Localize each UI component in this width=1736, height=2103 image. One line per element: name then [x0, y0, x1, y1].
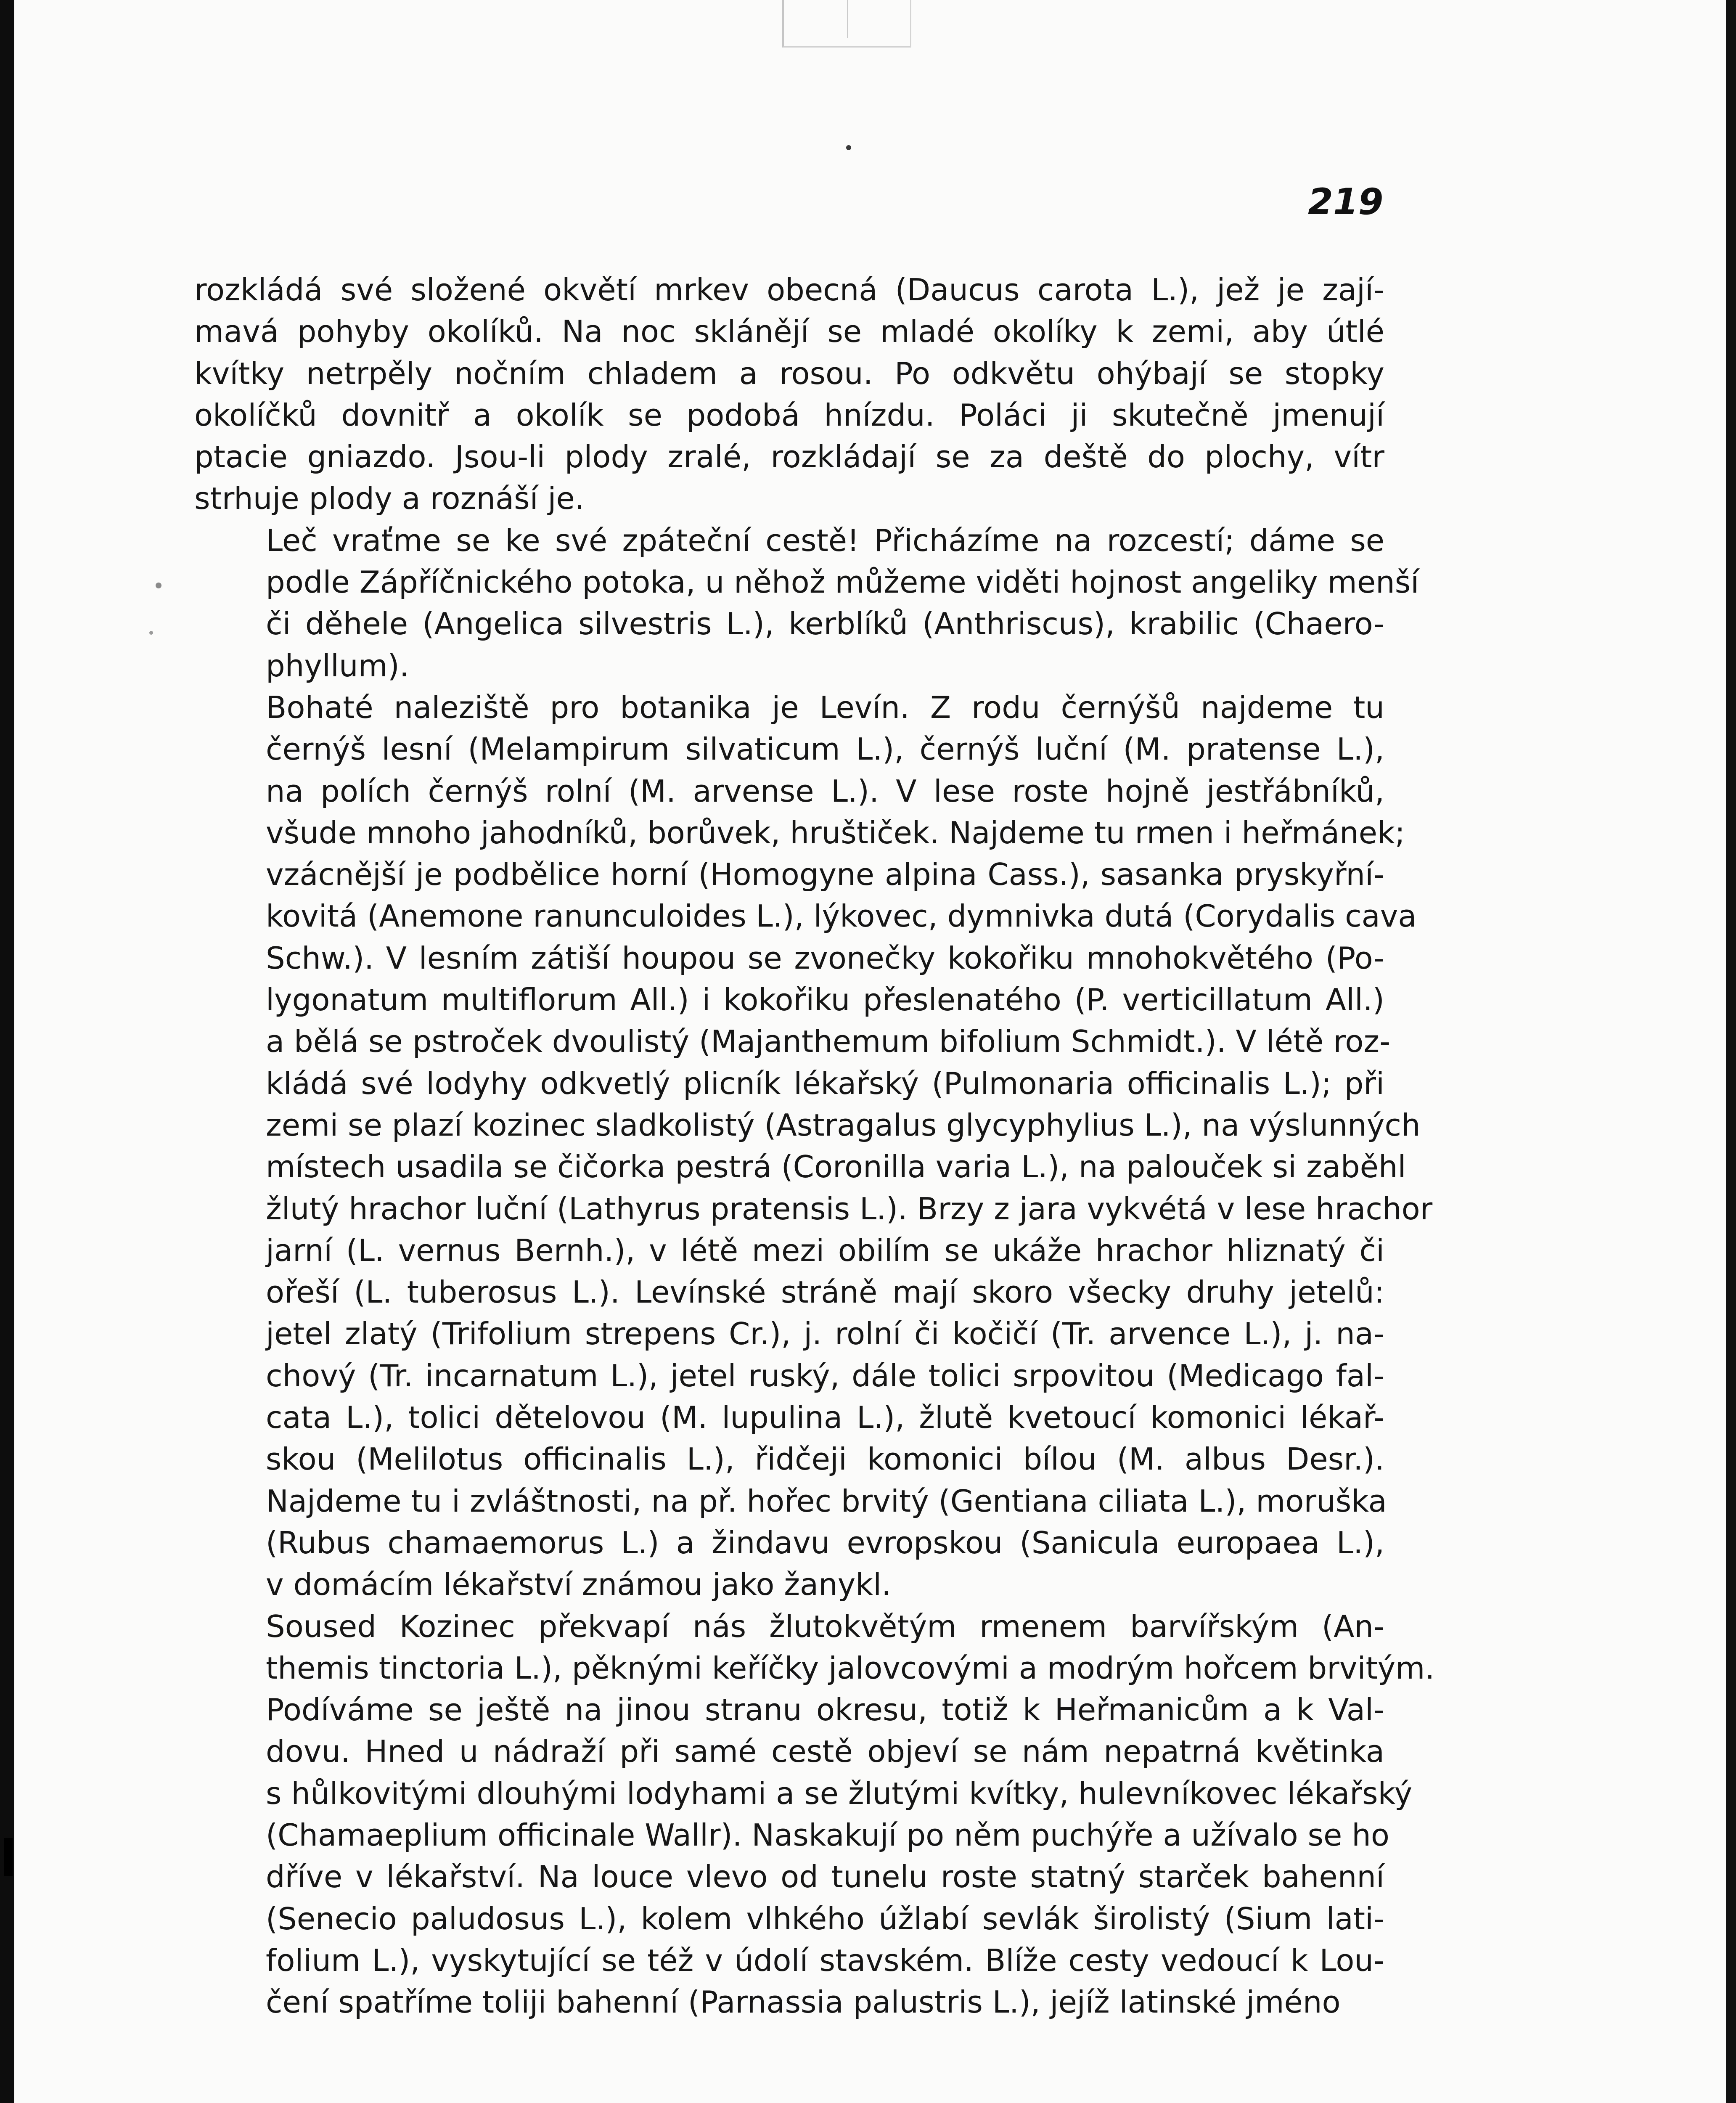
text-line: (Senecio paludosus L.), kolem vlhkého úžlabí sevlák širolistý (Sium lati- — [266, 1901, 1384, 1936]
text-line: černýš lesní (Melampirum silvaticum L.), černýš luční (M. pratense L.), — [266, 731, 1384, 767]
text-line: podle Zápříčnického potoka, u něhož můžeme viděti hojnost angeliky menší — [266, 564, 1419, 600]
text-line: ořeší (L. tuberosus L.). Levínské stráně mají skoro všecky druhy jetelů: — [266, 1274, 1384, 1310]
binding-mark — [4, 1838, 13, 1876]
text-line: s hůlkovitými dlouhými lodyhami a se žlutými kvítky, hulevníkovec lékařský — [266, 1775, 1413, 1811]
text-line: zemi se plazí kozinec sladkolistý (Astragalus glycyphylius L.), na výslunných — [266, 1107, 1421, 1143]
text-line: žlutý hrachor luční (Lathyrus pratensis L.). Brzy z jara vykvétá v lese hrachor — [266, 1191, 1433, 1226]
text-line: chový (Tr. incarnatum L.), jetel ruský, dále tolici srpovitou (Medicago fal- — [266, 1358, 1384, 1393]
text-line: Leč vraťme se ke své zpáteční cestě! Přicházíme na rozcestí; dáme se — [266, 522, 1384, 558]
scan-speck — [149, 631, 153, 635]
text-line: ptacie gniazdo. Jsou-li plody zralé, rozkládají se za deště do plochy, vítr — [194, 439, 1384, 475]
text-line: dříve v lékařství. Na louce vlevo od tunelu roste statný starček bahenní — [266, 1859, 1384, 1895]
text-line: cata L.), tolici dětelovou (M. lupulina L.), žlutě kvetoucí komonici lékař- — [266, 1400, 1384, 1436]
text-line: všude mnoho jahodníků, borůvek, hruštiček. Najdeme tu rmen i heřmánek; — [266, 815, 1405, 850]
text-line: dovu. Hned u nádraží při samé cestě objeví se nám nepatrná květinka — [266, 1734, 1384, 1769]
paragraph — [194, 520, 1419, 687]
text-line: a bělá se pstroček dvoulistý (Majanthemum bifolium Schmidt.). V létě roz- — [266, 1024, 1391, 1059]
text-line: čení spatříme toliji bahenní (Parnassia palustris L.), jejíž latinské jméno — [266, 1984, 1341, 2020]
text-line: kovitá (Anemone ranunculoides L.), lýkovec, dymnivka dutá (Corydalis cava — [266, 898, 1417, 934]
text-line: kládá své lodyhy odkvetlý plicník lékařský (Pulmonaria officinalis L.); při — [266, 1065, 1384, 1101]
paragraph — [194, 1606, 1435, 1690]
text-line: themis tinctoria L.), pěknými keříčky jalovcovými a modrým hořcem brvitým. — [266, 1650, 1435, 1686]
text-line: Soused Kozinec překvapí nás žlutokvětým rmenem barvířským (An- — [266, 1608, 1384, 1644]
scan-edge-right — [1726, 0, 1736, 2103]
text-line: vzácnější je podbělice horní (Homogyne alpina Cass.), sasanka pryskyřní- — [266, 857, 1384, 893]
text-line: kvítky netrpěly nočním chladem a rosou. Po odkvětu ohýbají se stopky — [194, 355, 1384, 391]
text-line: na polích černýš rolní (M. arvense L.). V lese roste hojně jestřábníků, — [266, 773, 1384, 809]
text-line: Najdeme tu i zvláštnosti, na př. hořec brvitý (Gentiana ciliata L.), moruška — [266, 1483, 1387, 1519]
page-number: 219 — [1308, 181, 1384, 223]
text-line: phyllum). — [266, 648, 409, 683]
text-line: rozkládá své složené okvětí mrkev obecná (Daucus carota L.), jež je zají- — [194, 272, 1384, 307]
text-line: (Rubus chamaemorus L.) a žindavu evropskou (Sanicula europaea L.), — [266, 1525, 1384, 1560]
text-line: místech usadila se čičorka pestrá (Coronilla varia L.), na palouček si zaběhl — [266, 1149, 1406, 1185]
scan-speck — [156, 583, 161, 588]
paragraph — [194, 1689, 1413, 2023]
scan-speck — [846, 145, 851, 150]
text-line: Podíváme se ještě na jinou stranu okresu, totiž k Heřmanicům a k Val- — [266, 1692, 1384, 1728]
text-line: jarní (L. vernus Bernh.), v létě mezi obilím se ukáže hrachor hliznatý či — [266, 1232, 1384, 1268]
text-line: Schw.). V lesním zátiší houpou se zvonečky kokořiku mnohokvětého (Po- — [266, 940, 1384, 976]
text-line: či děhele (Angelica silvestris L.), kerblíků (Anthriscus), krabilic (Chaero- — [266, 606, 1384, 642]
scan-artifact-top — [782, 0, 911, 48]
scan-edge-left — [0, 0, 14, 2103]
text-line: mavá pohyby okolíků. Na noc sklánějí se mladé okolíky k zemi, aby útlé — [194, 314, 1384, 350]
text-line: folium L.), vyskytující se též v údolí stavském. Blíže cesty vedoucí k Lou- — [266, 1942, 1384, 1978]
text-line: lygonatum multiflorum All.) i kokořiku přeslenatého (P. verticillatum All.) — [266, 982, 1384, 1018]
body-text — [194, 269, 1435, 2023]
text-line: skou (Melilotus officinalis L.), řidčeji komonici bílou (M. albus Desr.). — [266, 1441, 1384, 1477]
text-line: Bohaté naleziště pro botanika je Levín. Z rodu černýšů najdeme tu — [266, 689, 1384, 725]
text-line: jetel zlatý (Trifolium strepens Cr.), j. rolní či kočičí (Tr. arvence L.), j. na- — [266, 1316, 1384, 1352]
text-line: v domácím lékařství známou jako žanykl. — [266, 1567, 892, 1602]
text-line: okolíčků dovnitř a okolík se podobá hnízdu. Poláci ji skutečně jmenují — [194, 397, 1384, 433]
text-line: (Chamaeplium officinale Wallr). Naskakují po něm puchýře a užívalo se ho — [266, 1817, 1389, 1853]
paragraph — [194, 687, 1433, 1606]
text-line: strhuje plody a roznáší je. — [194, 481, 585, 516]
paragraph — [194, 269, 1384, 520]
